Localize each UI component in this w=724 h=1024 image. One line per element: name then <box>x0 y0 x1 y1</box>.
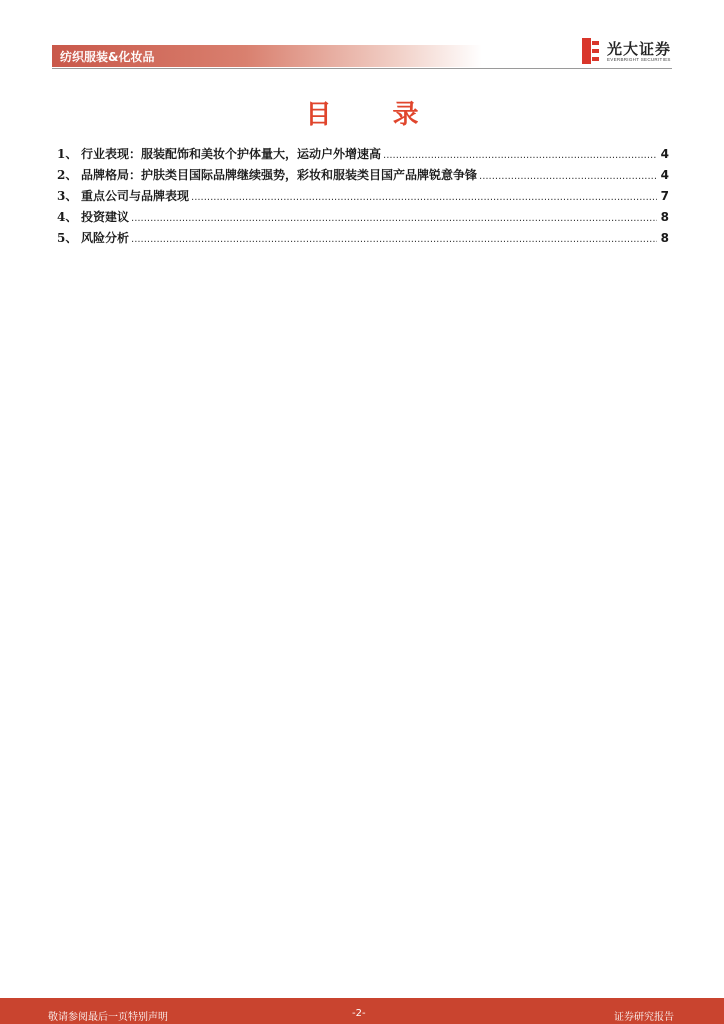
toc-entry-number: 1、 <box>57 147 78 161</box>
logo-name: 光大证券 <box>607 40 672 58</box>
toc-entry[interactable] <box>57 229 669 250</box>
toc-entry-title: 品牌格局：护肤类目国际品牌继续强势，彩妆和服装类目国产品牌锐意争锋 <box>81 168 478 182</box>
everbright-logo-icon <box>582 38 600 64</box>
toc-entry-page: 4 <box>660 147 669 161</box>
toc-entry-number: 4、 <box>57 210 78 224</box>
toc-entry-title: 投资建议 <box>81 210 130 224</box>
toc-entry[interactable] <box>57 166 669 187</box>
dot-leader <box>131 234 657 245</box>
page-number: -2- <box>352 1008 366 1019</box>
toc-entry[interactable] <box>57 187 669 208</box>
dot-leader <box>479 171 657 182</box>
toc-entry-number: 2、 <box>57 168 78 182</box>
dot-leader <box>383 150 657 161</box>
toc-entry-page: 4 <box>660 168 669 182</box>
toc-entry-number: 5、 <box>57 231 78 245</box>
toc-entry-page: 7 <box>660 189 669 203</box>
logo-english-name: EVERBRIGHT SECURITIES <box>607 57 671 62</box>
page-footer <box>0 998 724 1024</box>
section-label: 纺织服装&化妆品 <box>60 50 155 64</box>
header-band <box>52 45 482 67</box>
toc-entry[interactable] <box>57 208 669 229</box>
header-divider <box>52 68 672 69</box>
toc-entry-page: 8 <box>660 231 669 245</box>
toc-entry-title: 重点公司与品牌表现 <box>81 189 190 203</box>
dot-leader <box>191 192 657 203</box>
company-logo <box>582 38 676 66</box>
table-of-contents <box>57 145 669 250</box>
toc-title: 目 录 <box>305 100 445 130</box>
report-type: 证券研究报告 <box>614 1012 674 1023</box>
toc-entry-page: 8 <box>660 210 669 224</box>
toc-entry-title: 行业表现：服装配饰和美妆个护体量大，运动户外增速高 <box>81 147 382 161</box>
toc-entry-title: 风险分析 <box>81 231 130 245</box>
dot-leader <box>131 213 657 224</box>
disclaimer-note: 敬请参阅最后一页特别声明 <box>48 1012 168 1023</box>
toc-entry[interactable] <box>57 145 669 166</box>
toc-entry-number: 3、 <box>57 189 78 203</box>
